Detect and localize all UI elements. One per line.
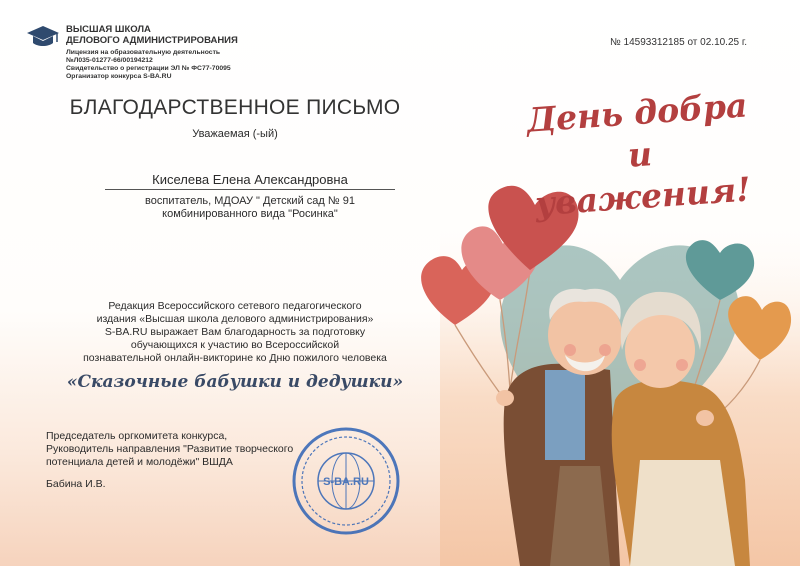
license-text: Лицензия на образовательную деятельность bbox=[66, 49, 221, 56]
holiday-title bbox=[516, 84, 764, 226]
contest-title: «Сказочные бабушки и дедушки» bbox=[66, 372, 404, 392]
recipient-name: Киселева Елена Александровна bbox=[105, 172, 395, 190]
chairman-line2: Руководитель направления "Развитие творческого bbox=[46, 443, 294, 455]
holiday-title-line2: и уважения! bbox=[533, 134, 752, 224]
position-line2: комбинированного вида "Росинка" bbox=[162, 208, 338, 220]
stamp-text: S-BA.RU bbox=[323, 476, 369, 488]
holiday-title-line1: День добра bbox=[525, 85, 749, 140]
school-logo bbox=[26, 24, 238, 81]
gratitude-line4: обучающихся к участию во Всероссийской bbox=[130, 339, 340, 351]
graduation-cap-icon bbox=[26, 24, 60, 50]
registration-certificate: Свидетельство о регистрации ЭЛ № ФС77-70095 bbox=[66, 65, 231, 72]
logo-title-line2: ДЕЛОВОГО АДМИНИСТРИРОВАНИЯ bbox=[66, 35, 238, 46]
chairman-line3: потенциала детей и молодёжи" ВШДА bbox=[46, 456, 233, 468]
page-title: БЛАГОДАРСТВЕННОЕ ПИСЬМО bbox=[69, 96, 401, 119]
contest-organizer: Организатор конкурса S-BA.RU bbox=[66, 73, 172, 80]
gratitude-line3: S-BA.RU выражает Вам благодарность за подготовку bbox=[104, 326, 366, 338]
document-number: № 14593312185 от 02.10.25 г. bbox=[610, 37, 748, 48]
gratitude-line2: издания «Высшая школа делового администрирования» bbox=[96, 313, 374, 325]
gratitude-text bbox=[20, 300, 450, 365]
signatory-name: Бабина И.В. bbox=[46, 478, 106, 490]
recipient-position bbox=[105, 195, 395, 221]
gratitude-line1: Редакция Всероссийского сетевого педагогического bbox=[108, 300, 362, 312]
position-line1: воспитатель, МДОАУ " Детский сад № 91 bbox=[145, 195, 355, 207]
gratitude-line5: познавательной онлайн-викторине ко Дню пожилого человека bbox=[83, 352, 387, 364]
chairman-line1: Председатель оргкомитета конкурса, bbox=[46, 430, 228, 442]
greeting: Уважаемая (-ый) bbox=[192, 128, 278, 140]
official-stamp bbox=[290, 425, 402, 537]
license-number: №Л035-01277-66/00194212 bbox=[66, 57, 153, 64]
logo-title-line1: ВЫСШАЯ ШКОЛА bbox=[66, 24, 151, 35]
